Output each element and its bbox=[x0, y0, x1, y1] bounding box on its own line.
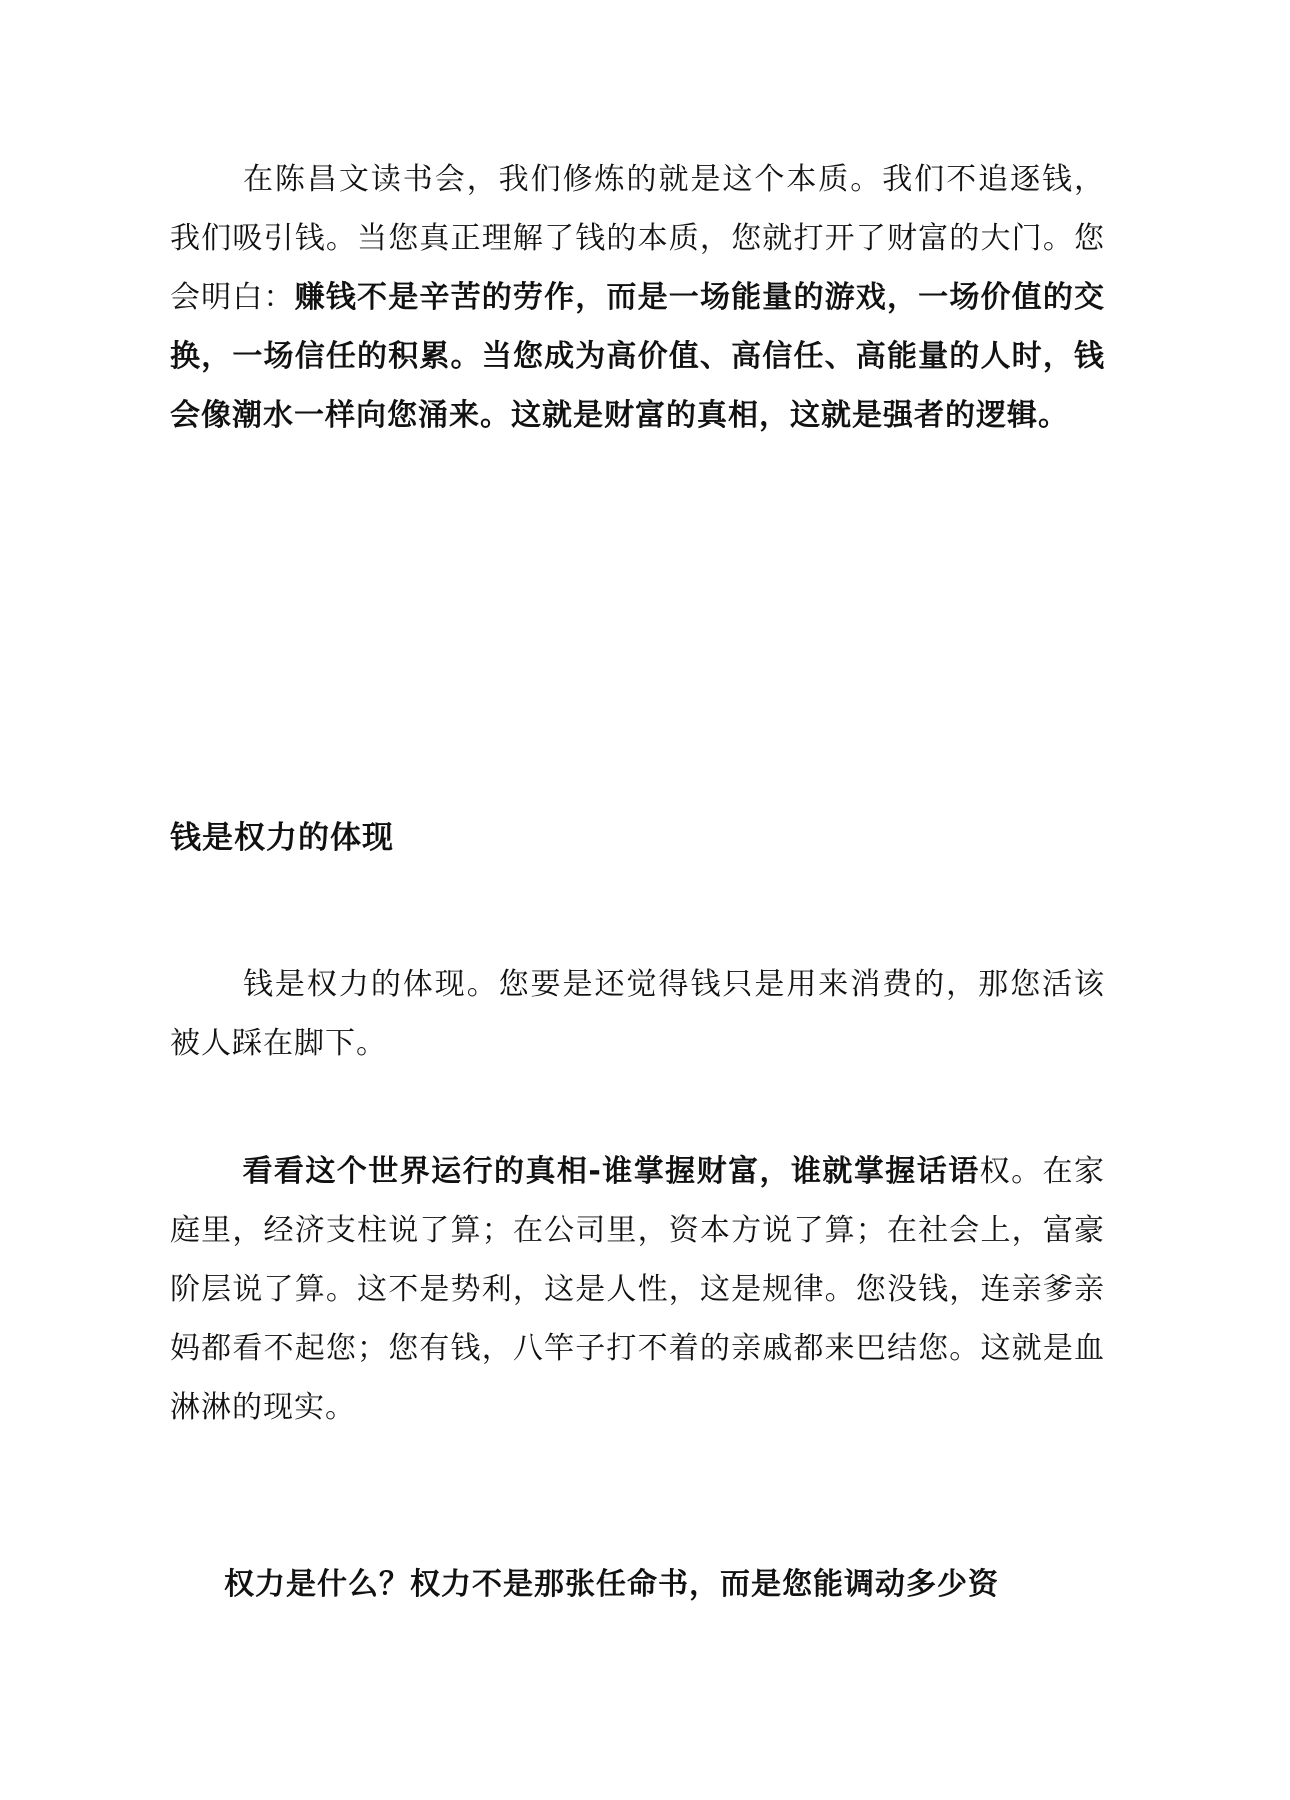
paragraph-world-truth bbox=[170, 1142, 1105, 1437]
paragraph-bold-text: 看看这个世界运行的真相-谁掌握财富，谁就掌握话语 bbox=[242, 1154, 980, 1189]
paragraph-text: 钱是权力的体现。您要是还觉得钱只是用来消费的，那您活该被人踩在脚下。 bbox=[170, 967, 1105, 1061]
paragraph-text-first: 权 bbox=[979, 1154, 1012, 1189]
paragraph-bold-text: 赚钱不是辛苦的劳作，而是一场能量的游戏，一场价值的交换，一场信任的积累。当您成为高价值、高信任、高能量的人时，钱会像潮水一样向您涌来。这就是财富的真相，这就是强者的逻辑。 bbox=[170, 280, 1106, 433]
paragraph-wealth-essence bbox=[170, 150, 1105, 445]
paragraph-money-power bbox=[170, 955, 1105, 1073]
paragraph-bold-text: 权力是什么？权力不是那张任命书，而是您能调动多少资 bbox=[224, 1567, 999, 1602]
section-heading: 钱是权力的体现 bbox=[170, 820, 394, 856]
paragraph-text: 。在家庭里，经济支柱说了算；在公司里，资本方说了算；在社会上，富豪阶层说了算。这不是势利，这是人性，这是规律。您没钱，连亲爹亲妈都看不起您；您有钱，八竿子打不着的亲戚都来巴结您。这就是血淋淋的现实。 bbox=[170, 1154, 1106, 1425]
paragraph-text: 在陈昌文读书会，我们修炼的就是这个本质。我们不追逐钱，我们吸引钱。当您真正理解了钱的本质，您就打开了财富的大门。您会明白： bbox=[170, 162, 1105, 315]
paragraph-what-is-power bbox=[170, 1555, 1105, 1614]
